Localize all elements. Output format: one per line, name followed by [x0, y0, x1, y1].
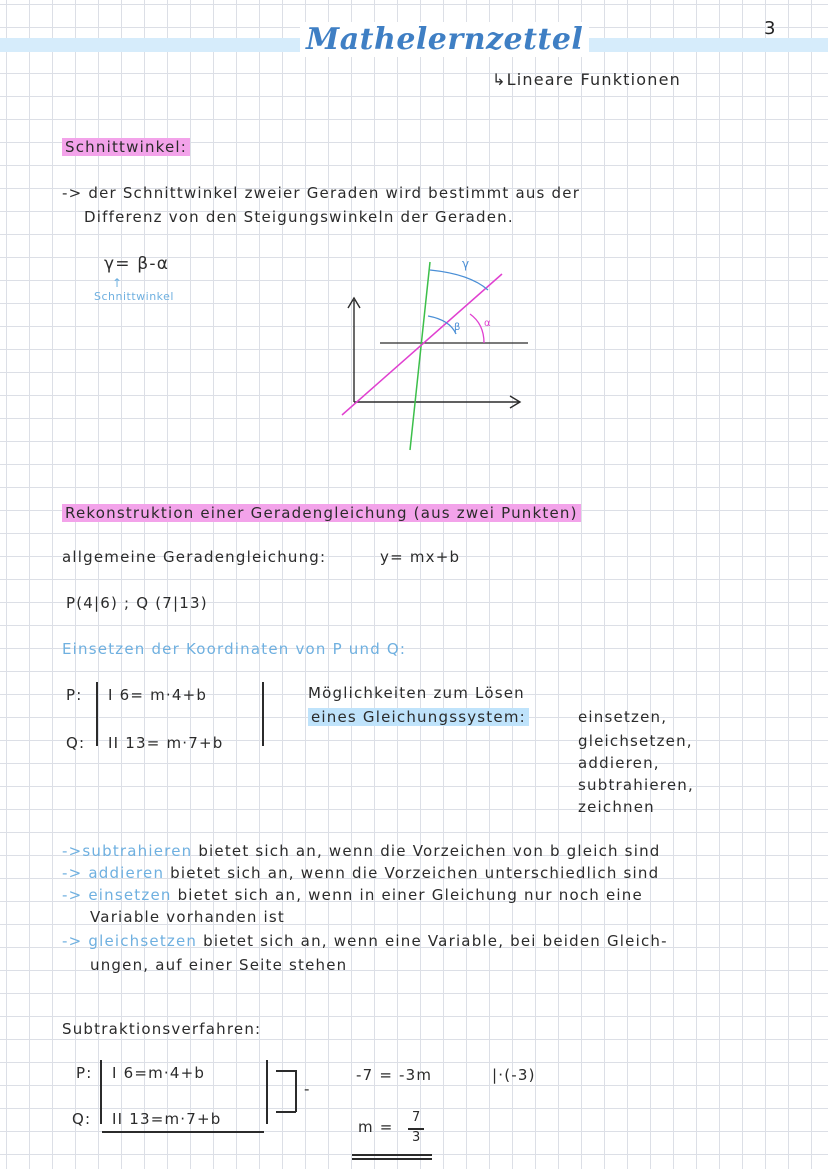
hint-text: bietet sich an, wenn die Vorzeichen unterschiedlich sind	[170, 864, 660, 882]
schnittwinkel-graph	[330, 250, 540, 455]
hint-gleichsetzen-cont	[90, 956, 347, 974]
pink-line	[342, 274, 502, 415]
hint-addieren	[62, 864, 659, 882]
hint-text: bietet sich an, wenn in einer Gleichung nur noch eine	[177, 886, 643, 904]
page-number: 3	[764, 18, 776, 39]
given-points: P(4|6) ; Q (7|13)	[66, 594, 208, 612]
option-addieren: addieren,	[578, 754, 660, 772]
page-subtitle: ↳Lineare Funktionen	[492, 70, 682, 89]
options-title-1: Möglichkeiten zum Lösen	[308, 684, 525, 702]
substitution-note: Einsetzen der Koordinaten von P und Q:	[62, 640, 407, 658]
sub-equation-1: I 6=m·4+b	[112, 1064, 206, 1082]
system-right-bar	[262, 682, 264, 746]
sub-bracket-side	[295, 1070, 297, 1112]
option-zeichnen: zeichnen	[578, 798, 655, 816]
sub-minus: -	[304, 1080, 311, 1098]
result-1: -7 = -3m	[356, 1066, 433, 1084]
sub-eq-label-q: Q:	[72, 1110, 92, 1128]
option-subtrahieren: subtrahieren,	[578, 776, 694, 794]
formula-note: Schnittwinkel	[94, 290, 174, 303]
gamma-arc	[430, 270, 488, 290]
schnittwinkel-line-1: -> der Schnittwinkel zweier Geraden wird bestimmt aus der	[62, 184, 581, 202]
beta-label: β	[454, 322, 461, 333]
result-1-operation: |·(-3)	[492, 1066, 536, 1084]
result-underline-1	[352, 1154, 432, 1156]
hint-subtrahieren	[62, 842, 661, 860]
page-title: Mathelernzettel	[300, 22, 589, 57]
green-line	[410, 262, 430, 450]
equation-1: I 6= m·4+b	[108, 686, 208, 704]
gamma-label: γ	[462, 257, 470, 271]
schnittwinkel-heading	[62, 138, 190, 156]
result-2-numerator: 7	[412, 1110, 422, 1125]
sub-bracket-top	[276, 1070, 296, 1072]
sub-bracket-bottom	[276, 1111, 296, 1113]
hint-einsetzen-cont	[90, 908, 285, 926]
sub-system-left-bar	[100, 1060, 102, 1124]
sub-system-right-bar	[266, 1060, 268, 1124]
hint-text: ungen, auf einer Seite stehen	[90, 956, 348, 974]
schnittwinkel-line-2: Differenz von den Steigungswinkeln der Geraden.	[84, 208, 514, 226]
hint-gleichsetzen	[62, 932, 668, 950]
general-equation-label: allgemeine Geradengleichung:	[62, 548, 327, 566]
eq-label-p: P:	[66, 686, 83, 704]
hint-text: bietet sich an, wenn eine Variable, bei beiden Gleich-	[203, 932, 668, 950]
hint-keyword: ->subtrahieren	[62, 842, 193, 860]
option-einsetzen: einsetzen,	[578, 708, 668, 726]
options-title-2-text: eines Gleichungssystem:	[308, 708, 529, 726]
eq-label-q: Q:	[66, 734, 86, 752]
hint-keyword: -> gleichsetzen	[62, 932, 198, 950]
schnittwinkel-heading-text: Schnittwinkel:	[62, 138, 190, 156]
hint-text: Variable vorhanden ist	[90, 908, 285, 926]
sub-underline	[102, 1131, 264, 1133]
sub-equation-2: II 13=m·7+b	[112, 1110, 222, 1128]
alpha-label: α	[484, 318, 491, 329]
equation-2: II 13= m·7+b	[108, 734, 224, 752]
subtraktion-heading: Subtraktionsverfahren:	[62, 1020, 262, 1038]
result-2-denominator: 3	[412, 1130, 422, 1145]
hint-text: bietet sich an, wenn die Vorzeichen von b gleich sind	[198, 842, 661, 860]
system-left-bar	[96, 682, 98, 746]
sub-eq-label-p: P:	[76, 1064, 93, 1082]
hint-keyword: -> addieren	[62, 864, 165, 882]
schnittwinkel-formula: γ= β-α	[104, 254, 170, 274]
hint-keyword: -> einsetzen	[62, 886, 172, 904]
rekonstruktion-heading	[62, 504, 581, 522]
formula-arrow: ↑	[112, 276, 124, 290]
hint-einsetzen	[62, 886, 643, 904]
result-2-lhs: m =	[358, 1118, 394, 1136]
option-gleichsetzen: gleichsetzen,	[578, 732, 693, 750]
result-underline-2	[352, 1158, 432, 1160]
rekonstruktion-heading-text: Rekonstruktion einer Geradengleichung (aus zwei Punkten)	[62, 504, 581, 522]
alpha-arc	[470, 314, 484, 343]
options-title-2	[308, 708, 529, 726]
general-equation-formula: y= mx+b	[380, 548, 461, 566]
